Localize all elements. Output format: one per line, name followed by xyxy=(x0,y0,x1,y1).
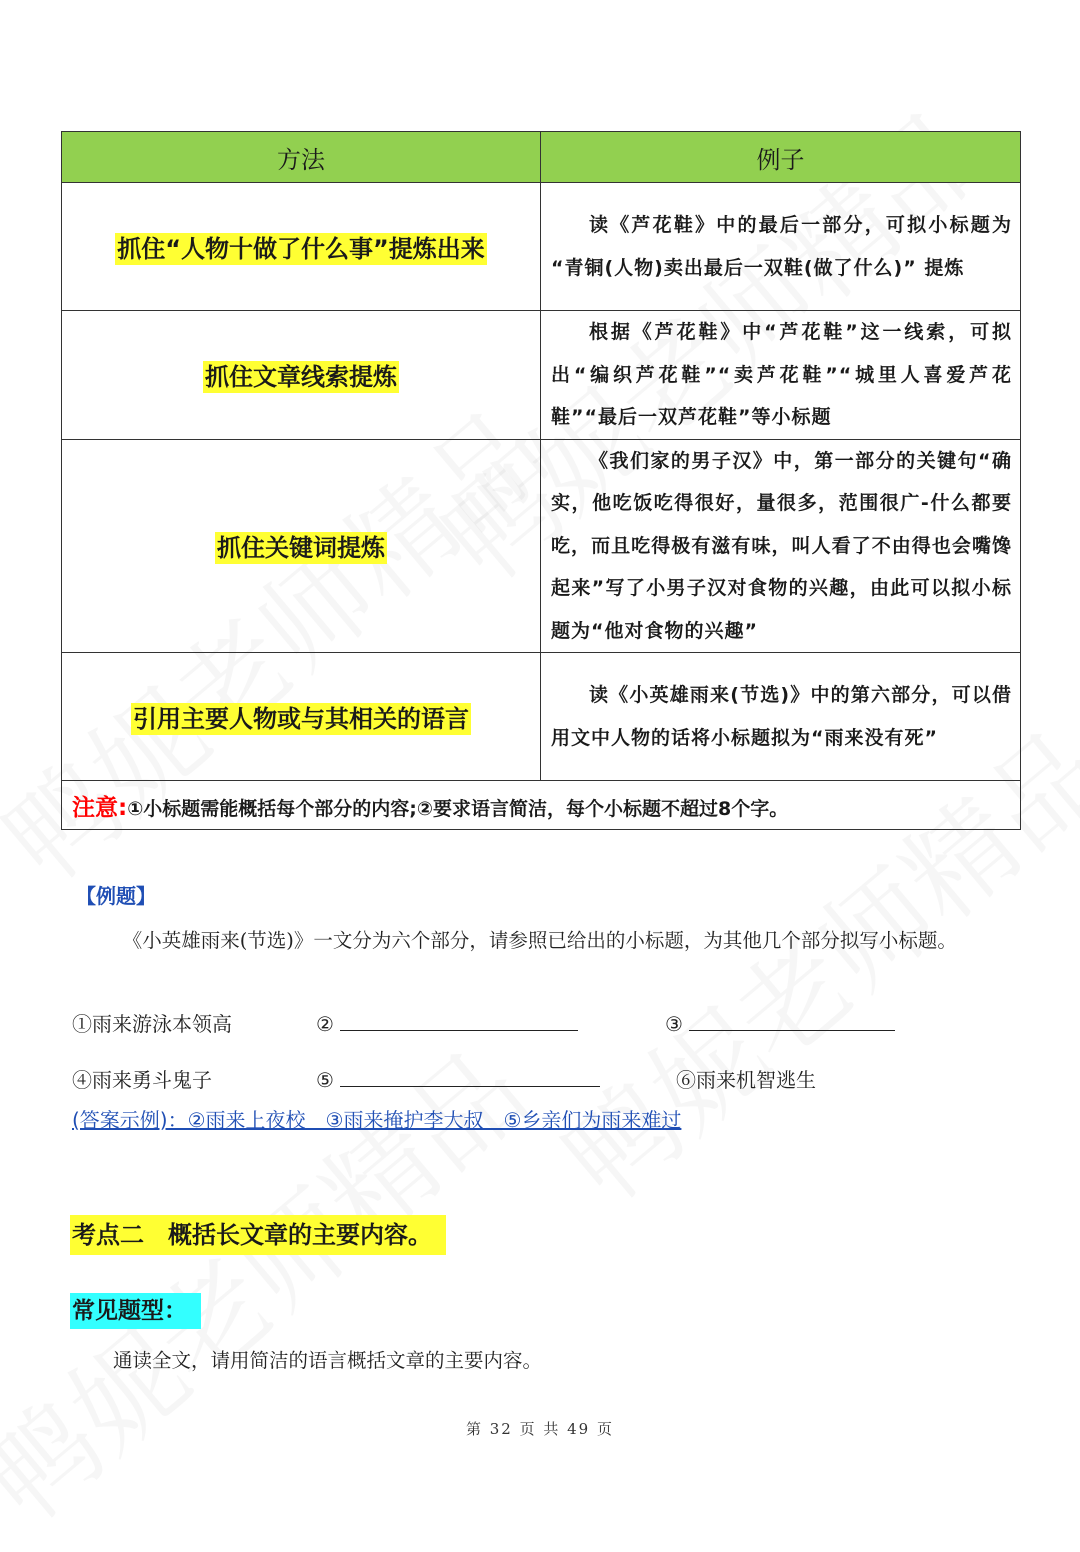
common-types-title: 常见题型： xyxy=(70,1293,201,1329)
option-2 xyxy=(316,1008,578,1036)
option-1: ①雨来游泳本领高 xyxy=(72,1012,232,1036)
method-text: 引用主要人物或与其相关的语言 xyxy=(133,705,469,733)
option-2-label: ② xyxy=(316,1012,334,1036)
note-text: ①小标题需能概括每个部分的内容;②要求语言简洁，每个小标题不超过8个字。 xyxy=(127,797,789,820)
option-6: ⑥雨来机智逃生 xyxy=(676,1068,816,1092)
example-title: 【例题】 xyxy=(76,884,156,908)
option-5-label: ⑤ xyxy=(316,1068,334,1092)
table-row xyxy=(62,311,1021,440)
table-row xyxy=(62,183,1021,311)
section-title: 考点二 概括长文章的主要内容。 xyxy=(70,1215,446,1255)
page-footer: 第 32 页 共 49 页 xyxy=(465,1420,614,1438)
example-cell: 《我们家的男子汉》中，第一部分的关键句“确实，他吃饭吃得很好，量很多，范围很广-什么都要吃，而且吃得极有滋有味，叫人看了不由得也会嘴馋起来”写了小男子汉对食物的兴趣，由此可以拟小标题为“他对食物的兴趣” xyxy=(541,439,1021,653)
methods-table xyxy=(61,131,1021,830)
answer-blank[interactable] xyxy=(340,1064,600,1087)
example-cell: 读《小英雄雨来(节选)》中的第六部分，可以借用文中人物的话将小标题拟为“雨来没有死” xyxy=(541,653,1021,781)
option-3-label: ③ xyxy=(665,1012,683,1036)
table-row xyxy=(62,439,1021,653)
answer-blank[interactable] xyxy=(689,1008,895,1031)
method-cell xyxy=(62,183,541,311)
method-text: 抓住文章线索提炼 xyxy=(205,363,397,392)
note-cell xyxy=(62,781,1021,830)
method-cell xyxy=(62,439,541,653)
example-question: 《小英雄雨来(节选)》一文分为六个部分，请参照已给出的小标题，为其他几个部分拟写小标题。 xyxy=(122,929,957,952)
body-text: 通读全文，请用简洁的语言概括文章的主要内容。 xyxy=(113,1349,543,1372)
method-cell xyxy=(62,653,541,781)
option-4: ④雨来勇斗鬼子 xyxy=(72,1068,212,1092)
method-cell xyxy=(62,311,541,440)
method-text: 抓住“人物十做了什么事”提炼出来 xyxy=(117,235,485,263)
example-cell: 读《芦花鞋》中的最后一部分，可拟小标题为 “青铜(人物)卖出最后一双鞋(做了什么)” 提炼 xyxy=(541,183,1021,311)
note-row xyxy=(62,781,1021,830)
table-row xyxy=(62,653,1021,781)
method-text: 抓住关键词提炼 xyxy=(217,534,385,563)
header-example: 例子 xyxy=(541,132,1021,183)
table-header-row xyxy=(62,132,1021,183)
answer-example: (答案示例)：②雨来上夜校 ③雨来掩护李大叔 ⑤乡亲们为雨来难过 xyxy=(72,1108,682,1132)
note-label: 注意: xyxy=(72,794,128,821)
answer-blank[interactable] xyxy=(340,1008,578,1031)
header-method: 方法 xyxy=(62,132,541,183)
option-5 xyxy=(316,1064,600,1092)
option-3 xyxy=(665,1008,895,1036)
example-cell: 根据《芦花鞋》中“芦花鞋”这一线索，可拟出“编织芦花鞋”“卖芦花鞋”“城里人喜爱芦花鞋”“最后一双芦花鞋”等小标题 xyxy=(541,311,1021,440)
